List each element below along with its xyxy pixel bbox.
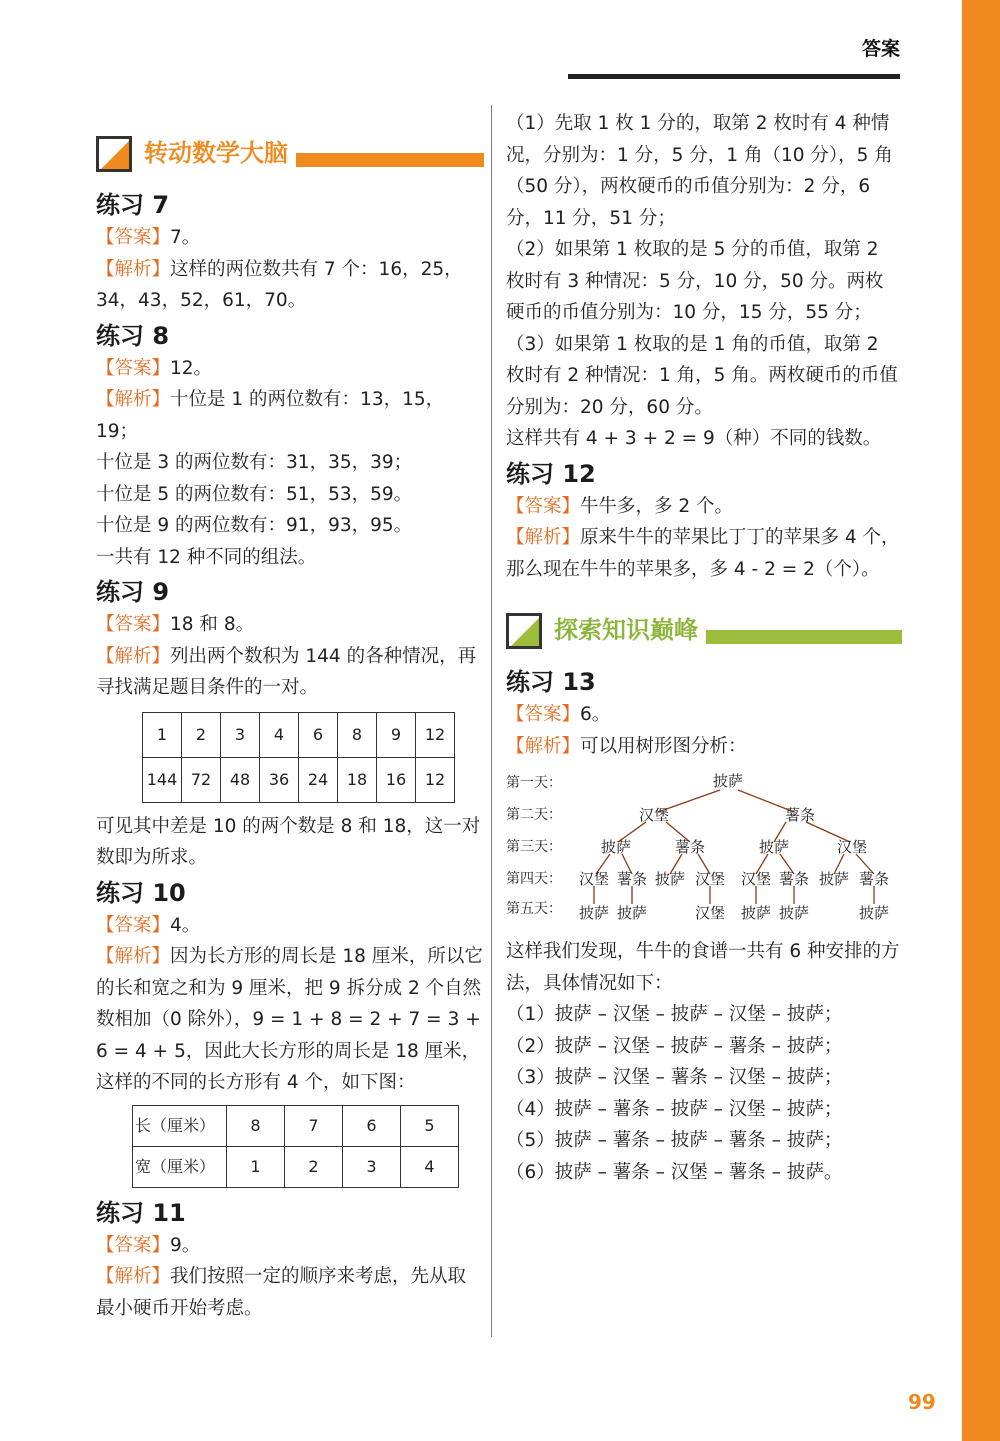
answer-text: 9。 xyxy=(170,1234,201,1256)
table-cell: 12 xyxy=(416,712,455,757)
exercise-title: 练习 10 xyxy=(96,878,186,907)
tree-node: 披萨 xyxy=(758,838,790,856)
analysis-line xyxy=(96,941,484,1099)
text-line: （3）如果第 1 枚取的是 1 角的币值，取第 2 枚时有 2 种情况：1 角，5 角。两枚硬币的币值分别为：20 分，60 分。 xyxy=(506,333,898,418)
tree-node: 薯条 xyxy=(616,870,648,888)
analysis-text: 可以用树形图分析： xyxy=(580,735,747,757)
table-cell: 16 xyxy=(377,757,416,802)
text-line: 十位是 9 的两位数有：91，93，95。 xyxy=(96,515,413,536)
tree-node: 薯条 xyxy=(778,870,810,888)
text-line: （2）如果第 1 枚取的是 5 分的币值，取第 2 枚时有 3 种情况：5 分，10 分，50 分。两枚硬币的币值分别为：10 分，15 分，55 分； xyxy=(506,239,884,323)
tree-level-label: 第一天： xyxy=(506,775,562,791)
tree-node: 披萨 xyxy=(578,904,610,922)
rectangle-table xyxy=(132,1105,459,1188)
tree-node: 汉堡 xyxy=(578,870,610,888)
analysis-tag: 【解析】 xyxy=(96,946,171,967)
answer-tag: 【答案】 xyxy=(96,357,171,379)
table-cell: 72 xyxy=(182,757,221,802)
text-line: 十位是 5 的两位数有：51，53，59。 xyxy=(96,483,413,505)
section-header-brain xyxy=(96,128,484,180)
exercise-title: 练习 9 xyxy=(96,578,170,606)
table-cell: 1 xyxy=(227,1146,285,1187)
table-cell: 48 xyxy=(221,757,260,802)
column-divider xyxy=(491,105,492,1337)
tree-node: 薯条 xyxy=(858,870,890,888)
right-column xyxy=(506,108,902,1188)
analysis-line xyxy=(96,1261,484,1324)
tree-level-label: 第二天： xyxy=(506,807,562,823)
analysis-text: 因为长方形的周长是 18 厘米，所以它的长和宽之和为 9 厘米，把 9 拆分成 2 个自然数相加（0 除外），9 = 1 + 8 = 2 + 7 = 3 + 6 = 4 + 5，因此大长方形的周长是 18 厘米，这样的不同的长方形有 4 个，如下图： xyxy=(96,946,483,1093)
option-line: （2）披萨 – 汉堡 – 披萨 – 薯条 – 披萨； xyxy=(506,1035,843,1057)
table-cell: 3 xyxy=(221,712,260,757)
table-cell: 5 xyxy=(401,1105,459,1146)
exercise-title: 练习 13 xyxy=(506,668,596,696)
tree-node: 汉堡 xyxy=(638,806,670,824)
text-line: 十位是 3 的两位数有：31，35，39； xyxy=(96,452,413,473)
tree-node: 汉堡 xyxy=(740,870,772,888)
tree-node: 薯条 xyxy=(784,806,816,824)
analysis-tag: 【解析】 xyxy=(506,527,581,548)
table-cell: 2 xyxy=(285,1146,343,1187)
table-cell: 18 xyxy=(338,757,377,802)
tree-level-label: 第三天： xyxy=(506,839,562,855)
header-rule xyxy=(568,74,900,79)
tree-node: 披萨 xyxy=(858,904,890,922)
table-cell: 6 xyxy=(299,712,338,757)
option-line: （3）披萨 – 汉堡 – 薯条 – 汉堡 – 披萨； xyxy=(506,1067,843,1088)
table-cell: 8 xyxy=(338,712,377,757)
analysis-text: 这样的两位数共有 7 个：16，25，34，43，52，61，70。 xyxy=(96,258,463,311)
answer-text: 牛牛多，多 2 个。 xyxy=(580,495,734,517)
answer-tag: 【答案】 xyxy=(96,614,171,635)
answer-line xyxy=(96,910,484,942)
tree-node: 披萨 xyxy=(600,838,632,856)
table-row xyxy=(143,712,455,757)
answer-line xyxy=(96,609,484,641)
table-cell: 4 xyxy=(401,1146,459,1187)
option-line: （4）披萨 – 薯条 – 披萨 – 汉堡 – 披萨； xyxy=(506,1098,843,1120)
tree-node: 汉堡 xyxy=(694,870,726,888)
analysis-tag: 【解析】 xyxy=(506,735,581,757)
table-cell: 144 xyxy=(143,757,182,802)
analysis-text: 原来牛牛的苹果比丁丁的苹果多 4 个，那么现在牛牛的苹果多，多 4 - 2 = 2（个）。 xyxy=(506,527,900,580)
tree-node: 汉堡 xyxy=(836,838,868,856)
table-row xyxy=(133,1105,459,1146)
left-column xyxy=(96,108,484,1324)
table-cell: 1 xyxy=(143,712,182,757)
orange-side-stripe xyxy=(962,0,1000,1441)
analysis-line xyxy=(506,522,902,585)
analysis-line xyxy=(96,254,484,317)
answer-line xyxy=(506,699,902,731)
table-cell: 24 xyxy=(299,757,338,802)
table-cell: 3 xyxy=(343,1146,401,1187)
section-bar xyxy=(296,153,484,167)
answer-line xyxy=(506,491,902,523)
analysis-line xyxy=(96,384,484,447)
tree-node: 披萨 xyxy=(712,772,744,790)
section-title: 探索知识巅峰 xyxy=(554,616,698,645)
analysis-text: 列出两个数积为 144 的各种情况，再寻找满足题目条件的一对。 xyxy=(96,645,477,698)
answer-tag: 【答案】 xyxy=(506,495,581,517)
answer-line xyxy=(96,1230,484,1262)
answer-line xyxy=(96,222,484,254)
tree-node: 薯条 xyxy=(674,838,706,856)
tree-node: 披萨 xyxy=(654,870,686,888)
tree-level-label: 第四天： xyxy=(506,871,562,887)
analysis-line xyxy=(96,641,484,704)
header-label: 答案 xyxy=(861,38,900,60)
analysis-tag: 【解析】 xyxy=(96,258,171,280)
table-cell: 4 xyxy=(260,712,299,757)
factor-table xyxy=(142,712,455,803)
answer-line xyxy=(96,353,484,385)
table-header-cell: 长（厘米） xyxy=(133,1105,227,1146)
exercise-title: 练习 8 xyxy=(96,321,170,350)
section-title: 转动数学大脑 xyxy=(144,139,288,168)
table-row xyxy=(133,1146,459,1187)
table-cell: 2 xyxy=(182,712,221,757)
table-row xyxy=(143,757,455,802)
page-number: 99 xyxy=(908,1390,936,1414)
section-square-icon xyxy=(96,136,132,172)
tree-node: 披萨 xyxy=(740,904,772,922)
analysis-text: 我们按照一定的顺序来考虑，先从取最小硬币开始考虑。 xyxy=(96,1266,467,1319)
answer-text: 12。 xyxy=(170,357,213,379)
option-line: （1）披萨 – 汉堡 – 披萨 – 汉堡 – 披萨； xyxy=(506,1004,843,1025)
answer-text: 18 和 8。 xyxy=(170,614,255,635)
answer-tag: 【答案】 xyxy=(96,914,171,936)
analysis-line xyxy=(506,731,902,763)
table-cell: 6 xyxy=(343,1105,401,1146)
text-line: 一共有 12 种不同的组法。 xyxy=(96,546,317,568)
analysis-tag: 【解析】 xyxy=(96,645,171,667)
table-cell: 12 xyxy=(416,757,455,802)
section-square-icon xyxy=(506,613,542,649)
text-line: 这样我们发现，牛牛的食谱一共有 6 种安排的方法，具体情况如下： xyxy=(506,941,900,994)
tree-node: 披萨 xyxy=(616,904,648,922)
exercise-title: 练习 11 xyxy=(96,1198,186,1227)
exercise-title: 练习 7 xyxy=(96,191,170,219)
option-line: （6）披萨 – 薯条 – 汉堡 – 薯条 – 披萨。 xyxy=(506,1161,843,1183)
option-line: （5）披萨 – 薯条 – 披萨 – 薯条 – 披萨； xyxy=(506,1130,843,1151)
answer-text: 7。 xyxy=(170,227,201,248)
table-cell: 7 xyxy=(285,1105,343,1146)
tree-node: 披萨 xyxy=(818,870,850,888)
section-header-peak xyxy=(506,605,902,657)
table-header-cell: 宽（厘米） xyxy=(133,1146,227,1187)
text-line: 可见其中差是 10 的两个数是 8 和 18，这一对数即为所求。 xyxy=(96,815,481,868)
text-line: 这样共有 4 + 3 + 2 = 9（种）不同的钱数。 xyxy=(506,428,882,449)
answer-tag: 【答案】 xyxy=(96,1234,171,1256)
table-cell: 9 xyxy=(377,712,416,757)
analysis-tag: 【解析】 xyxy=(96,389,171,410)
exercise-title: 练习 12 xyxy=(506,459,596,488)
table-cell: 36 xyxy=(260,757,299,802)
answer-text: 6。 xyxy=(580,704,611,725)
tree-node: 披萨 xyxy=(778,904,810,922)
analysis-tag: 【解析】 xyxy=(96,1266,171,1287)
tree-node: 汉堡 xyxy=(694,904,726,922)
tree-diagram xyxy=(506,772,902,932)
analysis-text: 十位是 1 的两位数有：13，15，19； xyxy=(96,389,445,442)
section-bar xyxy=(706,630,902,644)
tree-level-label: 第五天： xyxy=(506,901,562,917)
answer-text: 4。 xyxy=(170,914,201,936)
table-cell: 8 xyxy=(227,1105,285,1146)
answer-tag: 【答案】 xyxy=(96,227,171,248)
text-line: （1）先取 1 枚 1 分的，取第 2 枚时有 4 种情况，分别为：1 分，5 分，1 角（10 分），5 角（50 分），两枚硬币的币值分别为：2 分，6 分，11 分，51 分； xyxy=(506,113,893,229)
answer-tag: 【答案】 xyxy=(506,704,581,725)
